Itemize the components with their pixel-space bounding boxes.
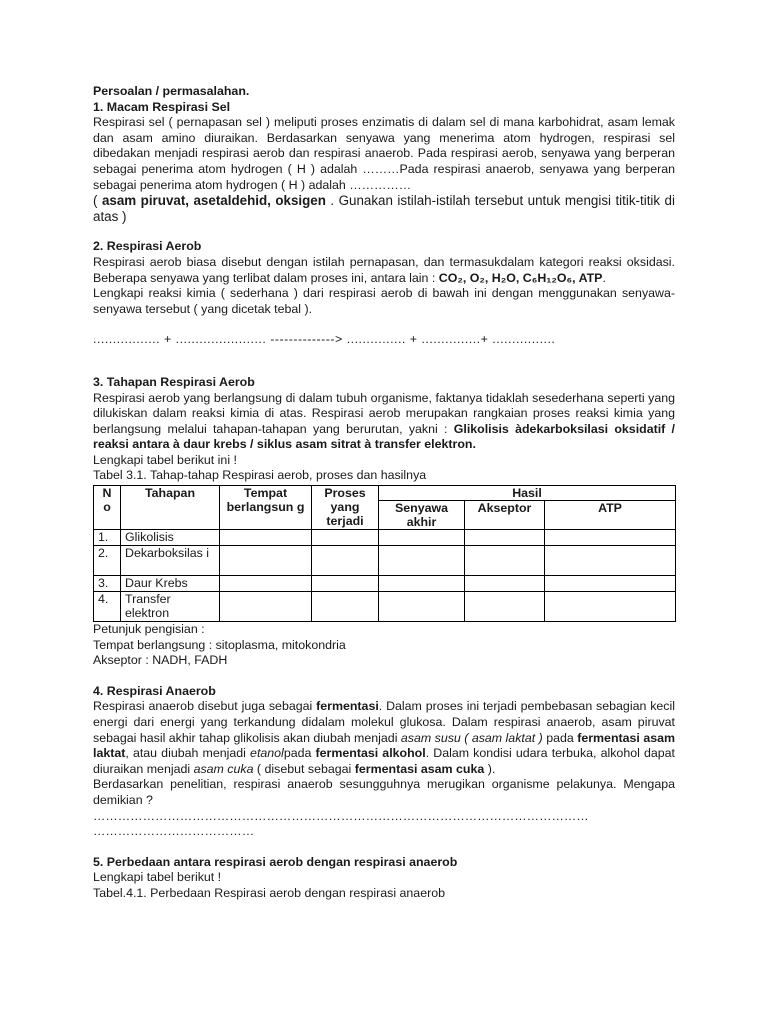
term-asam-susu: asam susu ( asam laktat ) bbox=[400, 730, 543, 745]
col-header-hasil: Hasil bbox=[379, 486, 676, 501]
row-tahapan: Dekarboksilas i bbox=[121, 546, 220, 576]
row-no: 3. bbox=[94, 576, 121, 592]
col-header-tahapan: Tahapan bbox=[121, 486, 220, 530]
answer-dots-line-1: ………………………………………………………………………………………………………… bbox=[93, 808, 589, 823]
col-header-tempat: Tempat berlangsun g bbox=[220, 486, 312, 530]
section-1-body: Respirasi sel ( pernapasan sel ) meliputi proses enzimatis di dalam sel di mana karbohidrat, asam lemak dan asam amino diuraikan. Berdasarkan senyawa yang menerima atom hydrogen, respirasi sel dibedakan menjadi respirasi aerob dan respirasi anaerob. Pada respirasi aerob, senyawa yang berperan sebagai penerima atom hydrogen ( H ) adalah ………Pada respirasi anaerob, senyawa yang berperan sebagai penerima atom hydrogen ( H ) adalah …………… bbox=[93, 115, 675, 192]
term-etanol: etanol bbox=[250, 746, 284, 761]
row-cell-empty[interactable] bbox=[220, 576, 312, 592]
text-run: pada bbox=[283, 746, 316, 761]
col-header-no: N o bbox=[94, 486, 121, 530]
text-run: Respirasi anaerob disebut juga sebagai bbox=[93, 699, 317, 714]
table-4-1-caption: Tabel.4.1. Perbedaan Respirasi aerob dengan respirasi anaerob bbox=[93, 885, 445, 900]
text-run: , atau diubah menjadi bbox=[125, 746, 251, 761]
row-cell-empty[interactable] bbox=[312, 592, 379, 622]
section-2-title: 2. Respirasi Aerob bbox=[93, 239, 202, 254]
col-header-akseptor: Akseptor bbox=[465, 501, 545, 530]
guide-title: Petunjuk pengisian : bbox=[93, 622, 205, 637]
section-5-title: 5. Perbedaan antara respirasi aerob dengan respirasi anaerob bbox=[93, 854, 458, 869]
col-header-atp: ATP bbox=[545, 501, 676, 530]
row-cell-empty[interactable] bbox=[465, 576, 545, 592]
term-asam-cuka: asam cuka bbox=[193, 761, 254, 776]
stages-table bbox=[93, 485, 676, 622]
row-cell-empty[interactable] bbox=[220, 530, 312, 546]
table-row bbox=[94, 546, 676, 576]
row-cell-empty[interactable] bbox=[465, 592, 545, 622]
hint-rest: . Gunakan istilah-istilah tersebut untuk mengisi titik-titik di atas ) bbox=[93, 193, 675, 224]
section-1-title: 1. Macam Respirasi Sel bbox=[93, 99, 231, 114]
table-row bbox=[94, 592, 676, 622]
table-row bbox=[94, 576, 676, 592]
compounds-list: CO₂, O₂, H₂O, C₆H₁₂O₆, ATP bbox=[438, 270, 603, 285]
row-cell-empty[interactable] bbox=[545, 546, 676, 576]
row-tahapan: Daur Krebs bbox=[121, 576, 220, 592]
row-cell-empty[interactable] bbox=[545, 530, 676, 546]
term-fermentasi-alkohol: fermentasi alkohol bbox=[315, 746, 426, 761]
document-page bbox=[93, 84, 675, 902]
row-cell-empty[interactable] bbox=[545, 576, 676, 592]
row-cell-empty[interactable] bbox=[312, 546, 379, 576]
row-cell-empty[interactable] bbox=[379, 530, 465, 546]
text-run: ( disebut sebagai bbox=[253, 761, 355, 776]
section-3-body-text: Respirasi aerob yang berlangsung di dalam tubuh organisme, faktanya tidaklah sesederhana seperti yang dilukiskan dalam reaksi kimia di atas. Respirasi aerob merupakan rangkaian proses reaksi kimia yang berlangsung melalui tahapan-tahapan yang berurutan, yakni : bbox=[93, 390, 675, 436]
row-no: 2. bbox=[94, 546, 121, 576]
col-header-senyawa: Senyawa akhir bbox=[379, 501, 465, 530]
guide-akseptor: Akseptor : NADH, FADH bbox=[93, 653, 228, 668]
row-cell-empty[interactable] bbox=[220, 592, 312, 622]
stages-sequence: Glikolisis àdekarboksilasi oksidatif / reaksi antara à daur krebs / siklus asam sitrat à transfer elektron. bbox=[93, 421, 675, 452]
table-instruction: Lengkapi tabel berikut ini ! bbox=[93, 452, 237, 467]
section-2-body: Respirasi aerob biasa disebut dengan istilah pernapasan, dan termasukdalam kategori reaksi oksidasi. Beberapa senyawa yang terlibat dalam proses ini, antara lain : CO₂, O₂, H₂O, C₆H₁₂O₆, ATP. bbox=[93, 254, 675, 285]
section-3-title: 3. Tahapan Respirasi Aerob bbox=[93, 374, 255, 389]
hint-open: ( bbox=[93, 193, 102, 209]
table-3-1-caption: Tabel 3.1. Tahap-tahap Respirasi aerob, proses dan hasilnya bbox=[93, 468, 427, 483]
row-cell-empty[interactable] bbox=[545, 592, 676, 622]
row-cell-empty[interactable] bbox=[220, 546, 312, 576]
text-run: pada bbox=[542, 730, 578, 745]
text-run: ). bbox=[484, 761, 496, 776]
row-tahapan: Transfer elektron bbox=[121, 592, 220, 622]
row-tahapan: Glikolisis bbox=[121, 530, 220, 546]
section-2-instruction: Lengkapi reaksi kimia ( sederhana ) dari respirasi aerob di bawah ini dengan menggunakan senyawa-senyawa tersebut ( yang dicetak tebal ). bbox=[93, 286, 675, 316]
term-fermentasi: fermentasi bbox=[316, 699, 379, 714]
section-4-title: 4. Respirasi Anaerob bbox=[93, 683, 216, 698]
text-run: . Dalam proses ini terjadi pembebasan sebagian kecil energi dari energi yang terkandung didalam molekul glukosa. Dalam respirasi anaerob, asam piruvat sebagai hasil akhir tahap glikolisis akan diubah menjadi bbox=[93, 699, 675, 745]
answer-dots-line-2: ………………………………… bbox=[93, 824, 255, 839]
reaction-equation-blank: ................. + ....................... --------------> ............... + ...............+ ................ bbox=[93, 332, 556, 347]
section-1-hint bbox=[93, 193, 675, 224]
row-cell-empty[interactable] bbox=[379, 592, 465, 622]
section-2-body-text: Respirasi aerob biasa disebut dengan istilah pernapasan, dan termasukdalam kategori reaksi oksidasi. Beberapa senyawa yang terlibat dalam proses ini, antara lain : bbox=[93, 254, 675, 285]
guide-tempat: Tempat berlangsung : sitoplasma, mitokondria bbox=[93, 637, 346, 652]
col-header-proses: Proses yang terjadi bbox=[312, 486, 379, 530]
row-no: 4. bbox=[94, 592, 121, 622]
heading: Persoalan / permasalahan. bbox=[93, 84, 250, 98]
table-row bbox=[94, 530, 676, 546]
section-5-instruction: Lengkapi tabel berikut ! bbox=[93, 870, 222, 885]
row-cell-empty[interactable] bbox=[312, 530, 379, 546]
row-cell-empty[interactable] bbox=[312, 576, 379, 592]
hint-terms: asam piruvat, asetaldehid, oksigen bbox=[101, 193, 326, 209]
section-4-question: Berdasarkan penelitian, respirasi anaerob sesungguhnya merugikan organisme pelakunya. Mengapa demikian ? bbox=[93, 777, 675, 807]
section-3-body bbox=[93, 391, 675, 453]
row-cell-empty[interactable] bbox=[465, 546, 545, 576]
term-fermentasi-laktat: fermentasi asam laktat bbox=[93, 730, 676, 761]
term-fermentasi-cuka: fermentasi asam cuka bbox=[354, 761, 485, 776]
section-4-body bbox=[93, 699, 675, 777]
row-cell-empty[interactable] bbox=[379, 576, 465, 592]
text-run: . Dalam kondisi udara terbuka, alkohol dapat diuraikan menjadi bbox=[93, 746, 675, 776]
row-cell-empty[interactable] bbox=[379, 546, 465, 576]
row-cell-empty[interactable] bbox=[465, 530, 545, 546]
row-no: 1. bbox=[94, 530, 121, 546]
